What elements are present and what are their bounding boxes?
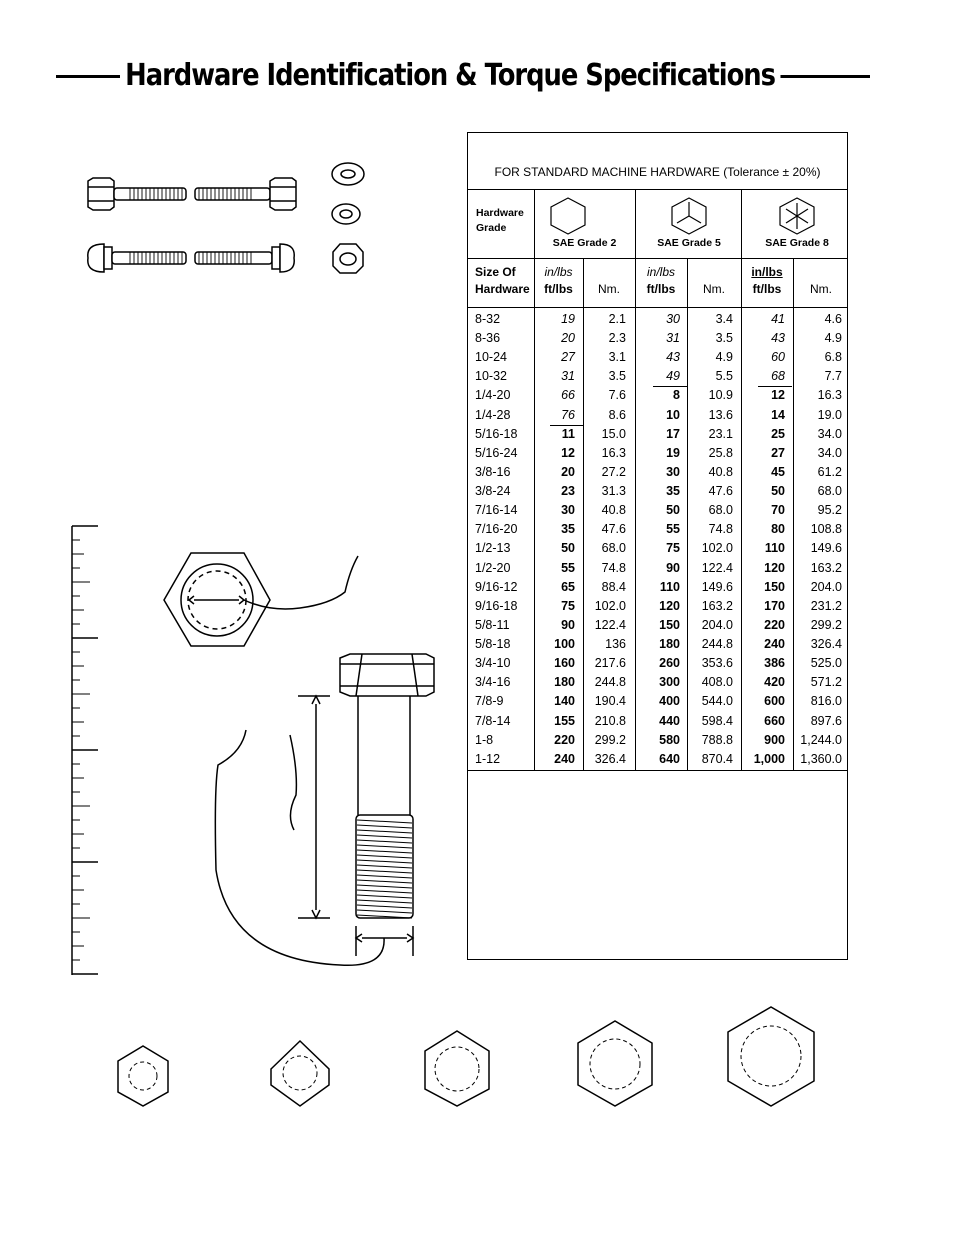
table-rule: [468, 258, 847, 259]
cell-g8n: 1,244.0: [800, 732, 842, 747]
cell-g2: 12: [561, 445, 575, 460]
cell-g5n: 122.4: [701, 560, 733, 575]
cell-g5n: 244.8: [701, 637, 733, 652]
cell-g2n: 3.1: [608, 350, 626, 365]
cell-g2n: 74.8: [601, 560, 626, 575]
cell-g8n: 19.0: [817, 407, 842, 422]
unit-change-rule: [758, 386, 792, 387]
grade-8-label: SAE Grade 8: [765, 237, 829, 249]
hex-size-3-icon: [425, 1031, 489, 1106]
cell-g5: 30: [666, 312, 680, 326]
table-rule: [468, 770, 847, 771]
cell-g2n: 88.4: [601, 579, 626, 594]
cell-g2: 20: [561, 464, 575, 479]
cell-g2: 155: [554, 713, 575, 728]
cell-g5n: 3.5: [715, 331, 733, 346]
cell-g2n: 40.8: [601, 503, 626, 518]
cell-g5n: 788.8: [701, 732, 733, 747]
cell-g5: 10: [666, 407, 680, 422]
cell-size: 7/8-9: [475, 694, 504, 709]
cell-g8n: 163.2: [810, 560, 842, 575]
g2-inlbs-header: in/lbs: [544, 265, 573, 279]
cell-g5: 400: [659, 694, 680, 709]
cell-g2n: 244.8: [594, 675, 626, 690]
cell-g5n: 163.2: [701, 598, 733, 613]
cell-size: 1-8: [475, 732, 494, 747]
cell-g2: 20: [561, 331, 575, 346]
cell-g8n: 16.3: [817, 388, 842, 403]
cell-g2: 30: [561, 503, 575, 518]
cell-g2n: 217.6: [594, 656, 626, 671]
grade-8-head-icon: [780, 198, 814, 234]
cell-g8: 12: [771, 388, 785, 403]
cell-g5: 8: [673, 388, 680, 403]
cell-g2n: 27.2: [601, 464, 626, 479]
cell-size: 1/4-28: [475, 407, 511, 422]
cell-g2: 100: [554, 637, 575, 652]
cell-g5n: 149.6: [701, 579, 733, 594]
cell-g5: 31: [666, 331, 680, 346]
cell-g8: 50: [771, 484, 785, 499]
cell-g5n: 598.4: [701, 713, 733, 728]
cell-g2: 76: [561, 407, 575, 422]
cell-size: 5/8-11: [475, 617, 510, 632]
g5-ftlbs-header: ft/lbs: [646, 282, 676, 296]
cell-size: 1/2-20: [475, 560, 511, 575]
cell-g2n: 210.8: [594, 713, 626, 728]
cell-g2n: 8.6: [608, 407, 626, 422]
cell-g2n: 3.5: [608, 369, 626, 384]
cell-g5n: 4.9: [715, 350, 733, 365]
cell-size: 7/16-20: [475, 522, 518, 537]
g8-ftlbs-header: ft/lbs: [752, 282, 782, 296]
cell-g8n: 231.2: [810, 598, 842, 613]
table-caption: FOR STANDARD MACHINE HARDWARE (Tolerance ± 20%): [494, 165, 821, 179]
cell-g8: 43: [771, 331, 785, 346]
cell-g8: 240: [764, 637, 785, 652]
g2-nm-header: Nm.: [598, 282, 620, 296]
cell-g5: 55: [666, 522, 680, 537]
cell-g8n: 149.6: [810, 541, 842, 556]
g2-ftlbs-header: ft/lbs: [544, 282, 573, 296]
cell-g8n: 525.0: [810, 656, 842, 671]
cell-g8n: 897.6: [810, 713, 842, 728]
cell-g8: 41: [771, 312, 785, 326]
cell-g8: 150: [764, 579, 785, 594]
cell-size: 9/16-12: [475, 579, 518, 594]
cell-g5: 150: [659, 617, 680, 632]
cell-g2n: 190.4: [594, 694, 626, 709]
cell-g2n: 136: [605, 637, 626, 652]
cell-g2: 11: [561, 426, 575, 441]
cell-g8n: 1,360.0: [800, 751, 842, 766]
cell-g2n: 7.6: [608, 388, 626, 403]
cell-g8n: 95.2: [817, 503, 842, 518]
cell-size: 7/8-14: [475, 713, 511, 728]
cell-g5n: 68.0: [708, 503, 733, 518]
cell-g2n: 299.2: [594, 732, 626, 747]
cell-g2n: 122.4: [594, 617, 626, 632]
cell-g2n: 16.3: [601, 445, 626, 460]
cell-g5n: 353.6: [701, 656, 733, 671]
cell-g8n: 7.7: [824, 369, 842, 384]
cell-g8n: 299.2: [810, 617, 842, 632]
cell-g2: 50: [561, 541, 575, 556]
cell-g8: 120: [764, 560, 785, 575]
cell-g5: 30: [666, 464, 680, 479]
cell-g8: 45: [771, 464, 785, 479]
hex-size-2-icon: [271, 1041, 329, 1106]
grade-5-head-icon: [672, 198, 706, 234]
cell-g5: 19: [666, 445, 680, 460]
cell-g2n: 31.3: [601, 484, 626, 499]
cell-g2n: 15.0: [601, 426, 626, 441]
cell-g8: 900: [764, 732, 785, 747]
cell-size: 8-32: [475, 312, 501, 326]
cell-g2: 240: [554, 751, 575, 766]
cell-g2: 27: [561, 350, 575, 365]
cell-g5n: 40.8: [708, 464, 733, 479]
cell-g8: 420: [764, 675, 785, 690]
cell-g8n: 816.0: [810, 694, 842, 709]
cell-size: 3/8-24: [475, 484, 511, 499]
cell-g5: 180: [659, 637, 680, 652]
g5-inlbs-header: in/lbs: [646, 265, 675, 279]
cell-g8: 68: [771, 369, 785, 384]
cell-g2: 140: [554, 694, 575, 709]
cell-g8: 110: [764, 541, 785, 556]
cell-g5n: 5.5: [715, 369, 733, 384]
cell-g5: 49: [666, 369, 680, 384]
cell-g2: 31: [561, 369, 575, 384]
cell-g5n: 23.1: [708, 426, 733, 441]
cell-g2n: 68.0: [601, 541, 626, 556]
cell-g8n: 571.2: [810, 675, 842, 690]
cell-g5: 300: [659, 675, 680, 690]
cell-size: 5/16-24: [475, 445, 518, 460]
cell-size: 3/8-16: [475, 464, 511, 479]
cell-g5n: 25.8: [708, 445, 733, 460]
cell-g8: 80: [771, 522, 785, 537]
hardware-grade-label-1: Hardware: [476, 207, 524, 219]
cell-g5: 90: [666, 560, 680, 575]
cell-size: 1-12: [475, 751, 501, 766]
cell-g2: 160: [554, 656, 575, 671]
cell-size: 3/4-16: [475, 675, 511, 690]
cell-g5n: 544.0: [701, 694, 733, 709]
cell-g5n: 204.0: [701, 617, 733, 632]
cell-g2: 180: [554, 675, 575, 690]
cell-g5: 110: [659, 579, 680, 594]
cell-g5n: 870.4: [701, 751, 733, 766]
grade-2-label: SAE Grade 2: [552, 237, 617, 249]
cell-g2n: 102.0: [594, 598, 626, 613]
grade-2-head-icon: [551, 198, 585, 234]
cell-g5: 75: [666, 541, 680, 556]
cell-g8n: 34.0: [817, 445, 842, 460]
cell-g8: 660: [764, 713, 785, 728]
cell-g2n: 326.4: [594, 751, 626, 766]
cell-g8n: 4.9: [824, 331, 842, 346]
cell-g5: 260: [659, 656, 680, 671]
cell-size: 7/16-14: [475, 503, 518, 518]
cell-g8: 60: [771, 350, 785, 365]
hex-size-4-icon: [578, 1021, 652, 1106]
cell-g2: 23: [561, 484, 575, 499]
cell-size: 10-24: [475, 350, 507, 365]
cell-g5n: 74.8: [708, 522, 733, 537]
torque-spec-table: [467, 132, 848, 960]
cell-size: 1/2-13: [475, 541, 511, 556]
cell-g8n: 108.8: [810, 522, 842, 537]
cell-g8n: 61.2: [817, 464, 842, 479]
cell-g2n: 47.6: [601, 522, 626, 537]
grade-5-label: SAE Grade 5: [657, 237, 721, 249]
cell-size: 3/4-10: [475, 656, 511, 671]
cell-g5: 580: [659, 732, 680, 747]
hex-size-5-icon: [728, 1007, 814, 1106]
cell-g2: 19: [561, 312, 575, 326]
cell-g2: 55: [561, 560, 575, 575]
cell-size: 10-32: [475, 369, 507, 384]
page-title: Hardware Identification & Torque Specifications: [120, 56, 780, 96]
cell-g5: 50: [666, 503, 680, 518]
hardware-grade-label-2: Grade: [476, 222, 507, 234]
table-rule: [468, 189, 847, 190]
cell-g2: 65: [561, 579, 575, 594]
cell-g2: 66: [561, 388, 575, 403]
cell-g5: 17: [666, 426, 680, 441]
cell-size: 5/16-18: [475, 426, 518, 441]
cell-g8: 170: [764, 598, 785, 613]
cell-g8n: 326.4: [810, 637, 842, 652]
cell-size: 8-36: [475, 331, 501, 346]
table-rule: [468, 307, 847, 308]
cell-g8n: 68.0: [817, 484, 842, 499]
cell-g5: 43: [666, 350, 680, 365]
cell-g5n: 3.4: [715, 312, 733, 326]
cell-g8n: 204.0: [810, 579, 842, 594]
cell-g5: 440: [659, 713, 680, 728]
cell-g8: 386: [764, 656, 785, 671]
unit-change-rule: [550, 425, 584, 426]
cell-g5: 35: [666, 484, 680, 499]
size-header-2: Hardware: [475, 282, 530, 296]
cell-g5n: 13.6: [708, 407, 733, 422]
cell-g8n: 4.6: [824, 312, 842, 326]
cell-g5: 640: [659, 751, 680, 766]
cell-g8: 25: [771, 426, 785, 441]
g8-inlbs-header: in/lbs: [751, 265, 783, 279]
cell-g8n: 6.8: [824, 350, 842, 365]
cell-g8: 14: [771, 407, 785, 422]
cell-g8: 600: [764, 694, 785, 709]
cell-g5n: 102.0: [701, 541, 733, 556]
cell-g2: 75: [561, 598, 575, 613]
size-header-1: Size Of: [475, 265, 516, 279]
g8-nm-header: Nm.: [810, 282, 832, 296]
cell-g5: 120: [659, 598, 680, 613]
cell-g5n: 47.6: [708, 484, 733, 499]
cell-g8n: 34.0: [817, 426, 842, 441]
cell-size: 5/8-18: [475, 637, 511, 652]
g5-nm-header: Nm.: [703, 282, 725, 296]
cell-g5n: 10.9: [708, 388, 733, 403]
cell-g2n: 2.3: [608, 331, 626, 346]
cell-size: 9/16-18: [475, 598, 518, 613]
cell-g2: 90: [561, 617, 575, 632]
cell-g2: 35: [561, 522, 575, 537]
cell-g8: 27: [771, 445, 785, 460]
cell-size: 1/4-20: [475, 388, 511, 403]
cell-g8: 1,000: [753, 751, 785, 766]
cell-g2: 220: [554, 732, 575, 747]
cell-g5n: 408.0: [701, 675, 733, 690]
cell-g8: 70: [771, 503, 785, 518]
unit-change-rule: [653, 386, 687, 387]
cell-g2n: 2.1: [608, 312, 626, 326]
hex-size-1-icon: [118, 1046, 168, 1106]
cell-g8: 220: [764, 617, 785, 632]
